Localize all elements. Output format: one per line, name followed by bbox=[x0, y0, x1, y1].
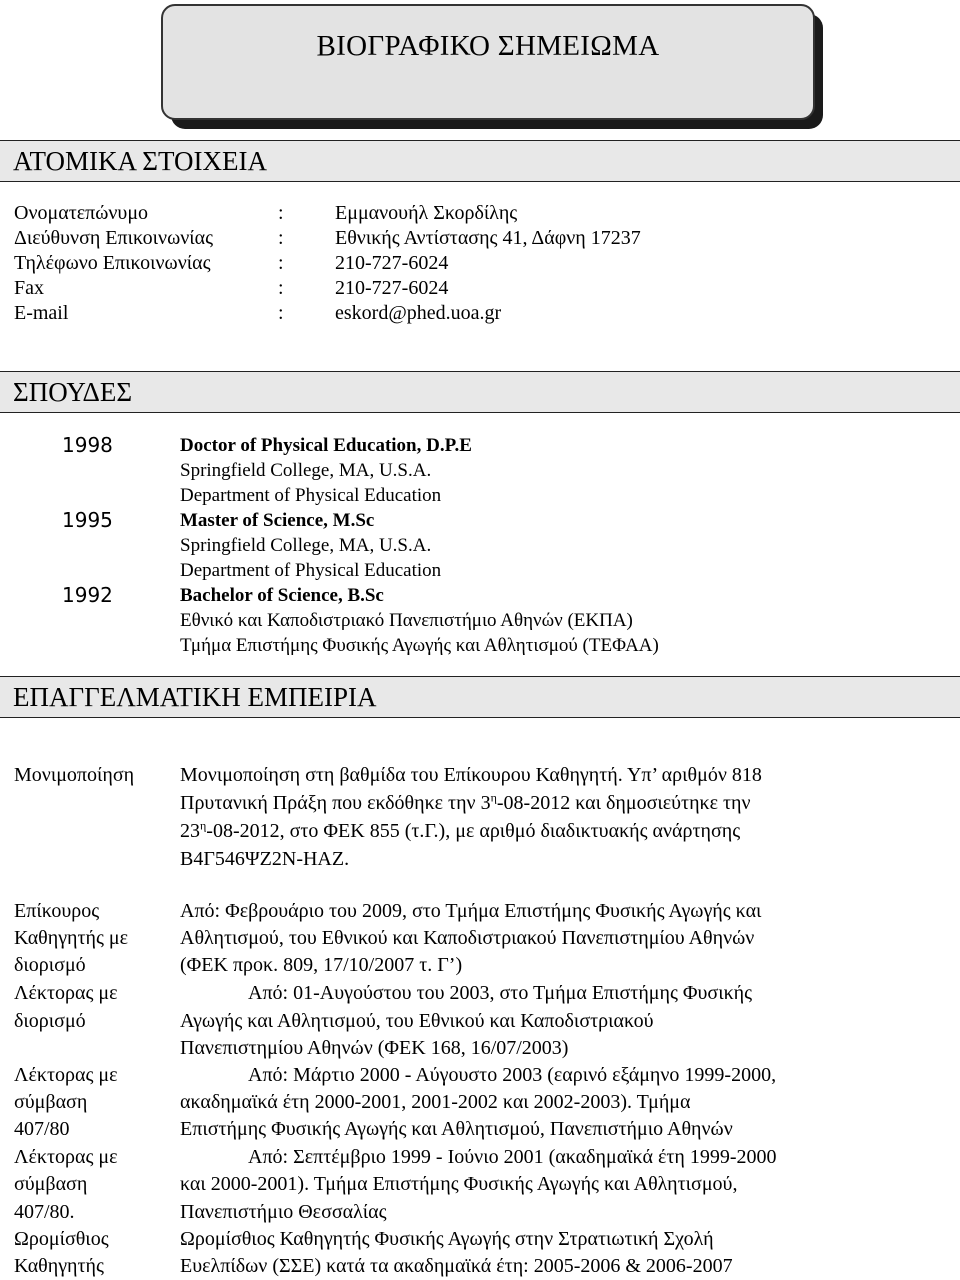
personal-value-address: Εθνικής Αντίστασης 41, Δάφνη 17237 bbox=[335, 227, 641, 249]
study-year: 1995 bbox=[62, 508, 113, 532]
personal-value-phone: 210-727-6024 bbox=[335, 252, 449, 274]
experience-text: Από: Φεβρουάριο του 2009, στο Τμήμα Επιστήμης Φυσικής Αγωγής και bbox=[180, 900, 762, 922]
study-degree: Master of Science, M.Sc bbox=[180, 510, 375, 531]
experience-label: Λέκτορας με bbox=[14, 1146, 118, 1168]
study-institution: Εθνικό και Καποδιστριακό Πανεπιστήμιο Αθηνών (ΕΚΠΑ) bbox=[180, 610, 633, 631]
experience-label: διορισμό bbox=[14, 954, 86, 976]
experience-label: σύμβαση bbox=[14, 1091, 88, 1113]
personal-label-phone: Τηλέφωνο Επικοινωνίας bbox=[14, 252, 211, 274]
section-studies: ΣΠΟΥΔΕΣ bbox=[0, 371, 960, 413]
personal-sep: : bbox=[278, 252, 284, 274]
experience-label: διορισμό bbox=[14, 1010, 86, 1032]
personal-sep: : bbox=[278, 202, 284, 224]
experience-label: σύμβαση bbox=[14, 1173, 88, 1195]
experience-text: Ευελπίδων (ΣΣΕ) κατά τα ακαδημαϊκά έτη: 2005-2006 & 2006-2007 bbox=[180, 1255, 733, 1277]
experience-text: Από: Σεπτέμβριο 1999 - Ιούνιο 2001 (ακαδημαϊκά έτη 1999-2000 bbox=[248, 1146, 777, 1168]
experience-label: 407/80. bbox=[14, 1201, 75, 1223]
study-department: Department of Physical Education bbox=[180, 485, 442, 506]
experience-text: Από: 01-Αυγούστου του 2003, στο Τμήμα Επιστήμης Φυσικής bbox=[248, 982, 753, 1004]
section-personal-info: ΑΤΟΜΙΚΑ ΣΤΟΙΧΕΙΑ bbox=[0, 140, 960, 182]
study-year: 1992 bbox=[62, 583, 113, 607]
experience-text: Επιστήμης Φυσικής Αγωγής και Αθλητισμού, Πανεπιστήμιο Αθηνών bbox=[180, 1118, 733, 1140]
experience-label: Καθηγητής bbox=[14, 1255, 104, 1277]
personal-label-fax: Fax bbox=[14, 277, 44, 299]
personal-label-address: Διεύθυνση Επικοινωνίας bbox=[14, 227, 214, 249]
experience-label: Καθηγητής με bbox=[14, 927, 129, 949]
personal-sep: : bbox=[278, 302, 284, 324]
personal-value-fax: 210-727-6024 bbox=[335, 277, 449, 299]
experience-label: 407/80 bbox=[14, 1118, 70, 1140]
experience-label-tenure: Μονιμοποίηση bbox=[14, 764, 135, 786]
section-experience: ΕΠΑΓΓΕΛΜΑΤΙΚΗ ΕΜΠΕΙΡΙΑ bbox=[0, 676, 960, 718]
personal-sep: : bbox=[278, 227, 284, 249]
experience-text: Πανεπιστημίου Αθηνών (ΦΕΚ 168, 16/07/2003) bbox=[180, 1037, 569, 1059]
experience-text: Από: Μάρτιο 2000 - Αύγουστο 2003 (εαρινό εξάμηνο 1999-2000, bbox=[248, 1064, 777, 1086]
document-title: ΒΙΟΓΡΑΦΙΚΟ ΣΗΜΕΙΩΜΑ bbox=[316, 30, 660, 62]
study-department: Τμήμα Επιστήμης Φυσικής Αγωγής και Αθλητισμού (ΤΕΦΑΑ) bbox=[180, 635, 659, 656]
experience-label: Λέκτορας με bbox=[14, 982, 118, 1004]
experience-text: και 2000-2001). Τμήμα Επιστήμης Φυσικής Αγωγής και Αθλητισμού, bbox=[180, 1173, 738, 1195]
experience-text: Β4Γ546ΨΖ2Ν-ΗΑΖ. bbox=[180, 848, 350, 870]
experience-text: Πανεπιστήμιο Θεσσαλίας bbox=[180, 1201, 387, 1223]
personal-label-name: Ονοματεπώνυμο bbox=[14, 202, 149, 224]
personal-sep: : bbox=[278, 277, 284, 299]
experience-label: Επίκουρος bbox=[14, 900, 100, 922]
personal-value-name: Εμμανουήλ Σκορδίλης bbox=[335, 202, 518, 224]
experience-label: Λέκτορας με bbox=[14, 1064, 118, 1086]
experience-label: Ωρομίσθιος bbox=[14, 1228, 109, 1250]
experience-text: Πρυτανική Πράξη που εκδόθηκε την $3^\eta-08-2012$ και δημοσιεύτηκε την bbox=[180, 790, 751, 814]
study-degree: Bachelor of Science, B.Sc bbox=[180, 585, 384, 606]
personal-value-email: eskord@phed.uoa.gr bbox=[335, 302, 502, 324]
study-department: Department of Physical Education bbox=[180, 560, 442, 581]
experience-text: Αθλητισμού, του Εθνικού και Καποδιστριακού Πανεπιστημίου Αθηνών bbox=[180, 927, 755, 949]
study-institution: Springfield College, MA, U.S.A. bbox=[180, 460, 432, 481]
personal-label-email: E-mail bbox=[14, 302, 69, 324]
experience-text: ακαδημαϊκά έτη 2000-2001, 2001-2002 και 2002-2003). Τμήμα bbox=[180, 1091, 691, 1113]
study-institution: Springfield College, MA, U.S.A. bbox=[180, 535, 432, 556]
study-year: 1998 bbox=[62, 433, 113, 457]
experience-text: (ΦΕΚ προκ. 809, 17/10/2007 τ. Γ’) bbox=[180, 954, 463, 976]
experience-text: Ωρομίσθιος Καθηγητής Φυσικής Αγωγής στην Στρατιωτική Σχολή bbox=[180, 1228, 714, 1250]
experience-text: Αγωγής και Αθλητισμού, του Εθνικού και Καποδιστριακού bbox=[180, 1010, 654, 1032]
experience-text: $23^\eta-08-2012$, στο ΦΕΚ 855 (τ.Γ.), με αριθμό διαδικτυακής ανάρτησης bbox=[180, 818, 741, 842]
study-degree: Doctor of Physical Education, D.P.E bbox=[180, 435, 472, 456]
experience-text: Μονιμοποίηση στη βαθμίδα του Επίκουρου Καθηγητή. Υπ’ αριθμόν 818 bbox=[180, 764, 762, 786]
